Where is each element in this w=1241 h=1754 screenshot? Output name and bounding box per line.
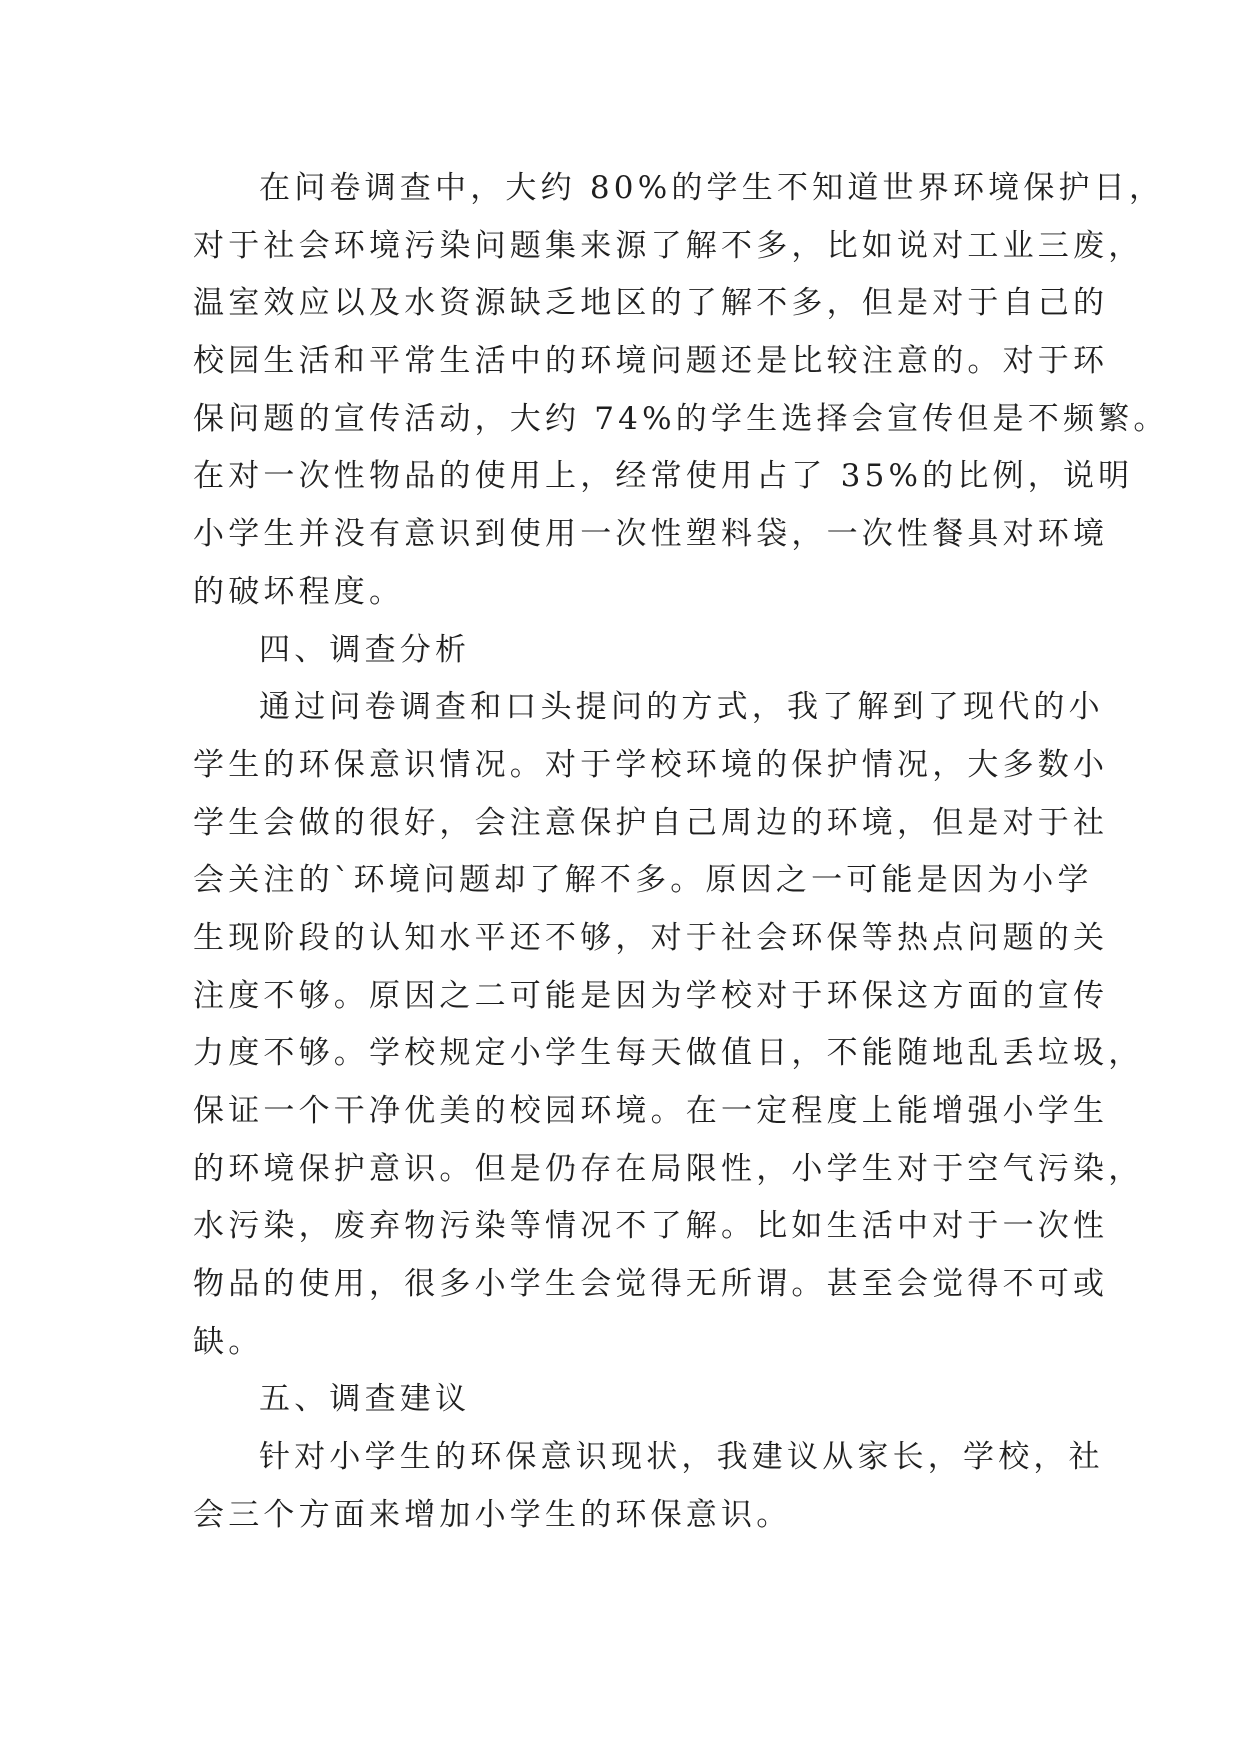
paragraph-line: 学生的环保意识情况。对于学校环境的保护情况，大多数小 [193,746,1109,783]
paragraph-line: 小学生并没有意识到使用一次性塑料袋，一次性餐具对环境 [193,516,1109,553]
paragraph-line: 水污染，废弃物污染等情况不了解。比如生活中对于一次性 [193,1208,1109,1245]
paragraph-line: 生现阶段的认知水平还不够，对于社会环保等热点问题的关 [193,919,1109,956]
paragraph-line: 在对一次性物品的使用上，经常使用占了 35%的比例，说明 [193,458,1134,495]
paragraph-line: 在问卷调查中，大约 80%的学生不知道世界环境保护日， [259,170,1165,206]
paragraph-line: 学生会做的很好，会注意保护自己周边的环境，但是对于社 [193,804,1109,841]
paragraph-line: 会三个方面来增加小学生的环保意识。 [193,1496,792,1533]
paragraph-line: 校园生活和平常生活中的环境问题还是比较注意的。对于环 [193,343,1109,380]
paragraph-line: 保问题的宣传活动，大约 74%的学生选择会宣传但是不频繁。 [193,400,1169,437]
section-heading: 四、调查分析 [259,631,471,668]
paragraph-line: 对于社会环境污染问题集来源了解不多，比如说对工业三废， [193,227,1144,264]
paragraph-line: 力度不够。学校规定小学生每天做值日，不能随地乱丢垃圾， [193,1035,1144,1072]
paragraph-line: 保证一个干净优美的校园环境。在一定程度上能增强小学生 [193,1093,1109,1129]
paragraph-line: 注度不够。原因之二可能是因为学校对于环保这方面的宣传 [193,977,1109,1014]
paragraph-line: 温室效应以及水资源缺乏地区的了解不多，但是对于自己的 [193,285,1109,322]
paragraph-line: 的破坏程度。 [193,573,405,610]
document-body [193,160,1169,1545]
section-heading: 五、调查建议 [259,1381,471,1418]
paragraph-line: 通过问卷调查和口头提问的方式，我了解到了现代的小 [259,689,1104,726]
paragraph-line: 会关注的`环境问题却了解不多。原因之一可能是因为小学 [193,862,1093,899]
paragraph-line: 物品的使用，很多小学生会觉得无所谓。甚至会觉得不可或 [193,1266,1109,1303]
paragraph-line: 缺。 [193,1323,264,1360]
paragraph-line: 的环境保护意识。但是仍存在局限性，小学生对于空气污染， [193,1150,1144,1187]
paragraph-line: 针对小学生的环保意识现状，我建议从家长，学校，社 [259,1439,1104,1476]
